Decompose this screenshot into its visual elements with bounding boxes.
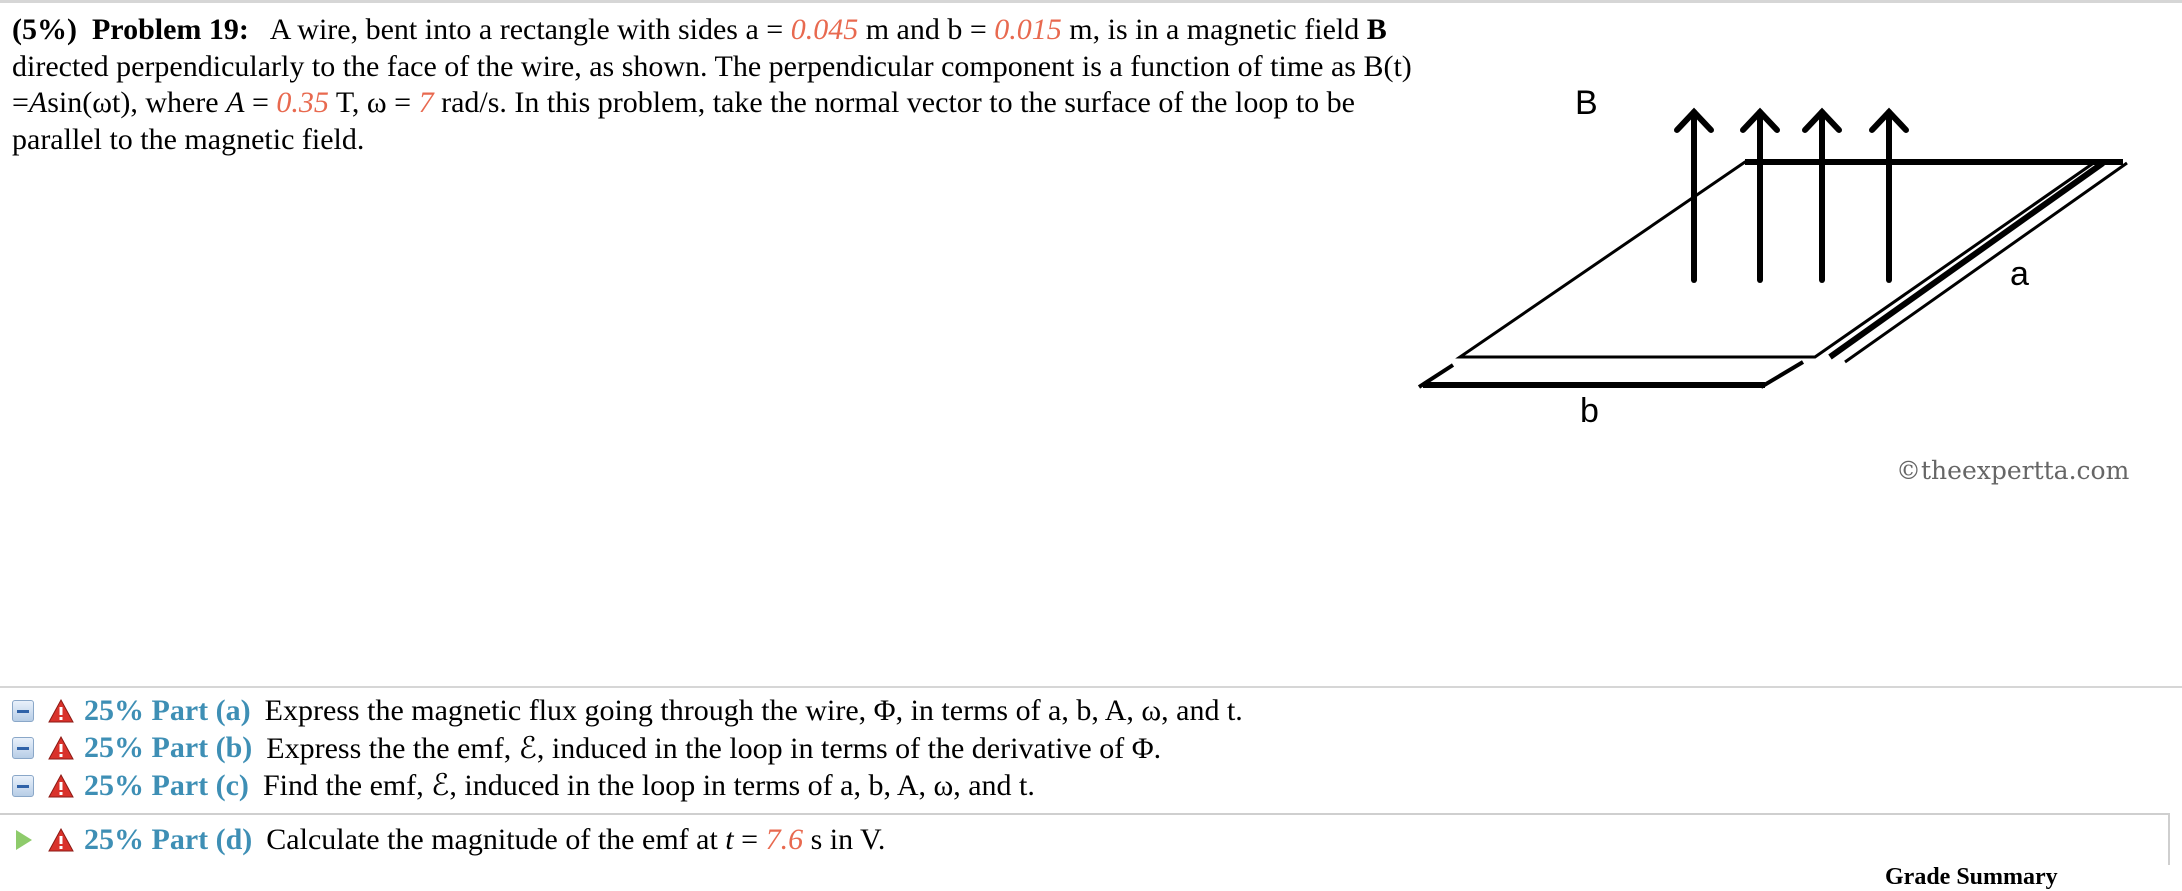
top-border <box>0 0 2182 3</box>
label-b: b <box>1580 392 1599 430</box>
section-divider <box>0 686 2182 688</box>
value-t: 7.6 <box>765 822 804 856</box>
wire-loop <box>1460 162 2095 357</box>
part-b-text: Express the the emf, ℰ, induced in the loop in terms of the derivative of Φ. <box>266 731 1162 765</box>
part-d-text: Calculate the magnitude of the emf at t = 7.6 s in V. <box>266 822 886 856</box>
label-B: B <box>1575 84 1598 122</box>
field-symbol: B <box>1366 13 1387 46</box>
collapse-toggle-icon[interactable] <box>12 775 34 797</box>
part-d-label[interactable]: 25% Part (d) <box>84 822 253 856</box>
part-c-row[interactable] <box>0 767 2182 805</box>
parts-list <box>0 692 2182 865</box>
part-a-label[interactable]: 25% Part (a) <box>84 693 251 727</box>
expand-arrow-icon[interactable] <box>16 830 32 850</box>
problem-text-4: directed perpendicularly to the face of the wire, as shown. The perpendicular component is a function of time as B(t) = <box>12 49 1412 119</box>
warning-icon <box>48 828 74 852</box>
value-a: 0.045 <box>790 13 859 46</box>
problem-title: Problem 19: <box>91 13 249 46</box>
value-b: 0.015 <box>994 13 1062 46</box>
part-a-row[interactable] <box>0 692 2182 730</box>
label-a: a <box>2010 255 2029 293</box>
collapse-toggle-icon[interactable] <box>12 737 34 759</box>
part-d-row[interactable] <box>0 813 2170 865</box>
problem-text-6: = <box>251 86 269 119</box>
value-omega: 7 <box>418 86 434 119</box>
problem-text-1: A wire, bent into a rectangle with sides a = <box>269 13 784 46</box>
field-arrows <box>1677 112 1906 280</box>
problem-statement <box>12 12 1412 158</box>
dimension-line-a <box>1830 163 2103 357</box>
part-a-text: Express the magnetic flux going through the wire, Φ, in terms of a, b, A, ω, and t. <box>264 693 1243 727</box>
part-c-label[interactable]: 25% Part (c) <box>84 768 249 802</box>
wire-loop-diagram <box>1405 60 2175 500</box>
problem-weight: (5%) <box>12 13 77 46</box>
collapse-toggle-icon[interactable] <box>12 700 34 722</box>
warning-icon <box>48 736 74 760</box>
part-b-label[interactable]: 25% Part (b) <box>84 731 253 765</box>
problem-text-3: m, is in a magnetic field <box>1069 13 1360 46</box>
copyright-notice: ©theexpertta.com <box>1896 456 2130 485</box>
problem-text-7: T, ω = <box>335 86 412 119</box>
part-b-row[interactable] <box>0 730 2182 768</box>
part-c-text: Find the emf, ℰ, induced in the loop in terms of a, b, A, ω, and t. <box>262 769 1035 803</box>
symbol-A-2: A <box>226 86 245 119</box>
problem-text-2: m and b = <box>865 13 987 46</box>
grade-summary-heading: Grade Summary <box>1885 864 2058 890</box>
value-A: 0.35 <box>276 86 329 119</box>
problem-text-8: rad/s. In this problem, take the normal vector to the surface of the loop to be parallel to the magnetic field. <box>12 86 1355 156</box>
symbol-A: A <box>28 86 48 119</box>
wire-loop-figure <box>1405 60 2175 500</box>
warning-icon <box>48 699 74 723</box>
warning-icon <box>48 774 74 798</box>
dimension-line-b-end <box>1761 362 1803 387</box>
problem-text-5: sin(ωt), where <box>47 86 219 119</box>
